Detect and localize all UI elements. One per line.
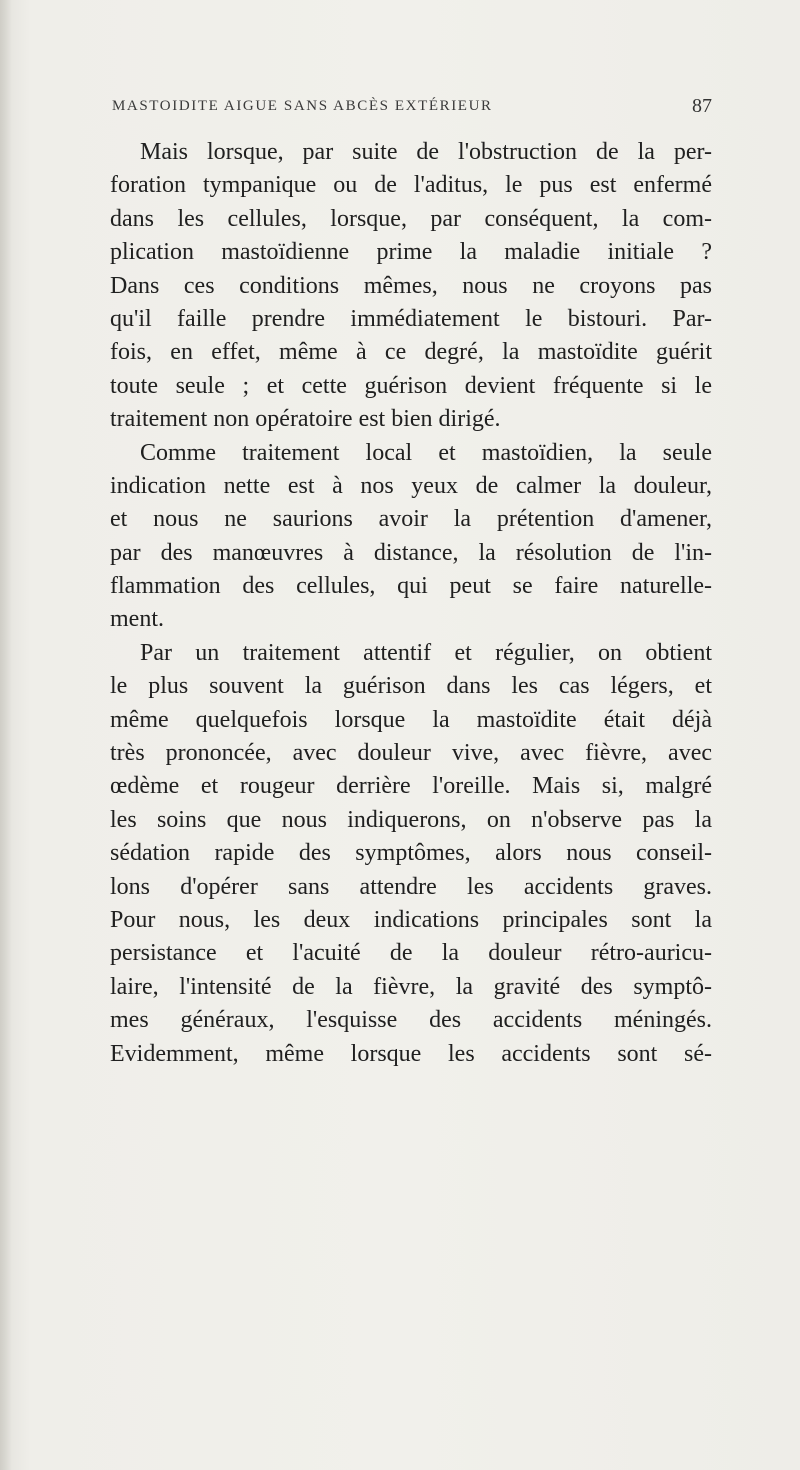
text-line: par des manœuvres à distance, la résolution de l'in- bbox=[110, 539, 712, 566]
page-number: 87 bbox=[692, 95, 712, 117]
text-line: Pour nous, les deux indications principales sont la bbox=[110, 906, 712, 933]
text-line: qu'il faille prendre immédiatement le bistouri. Par- bbox=[110, 305, 712, 332]
page-header bbox=[112, 95, 712, 126]
text-line: Mais lorsque, par suite de l'obstruction de la per- bbox=[140, 139, 712, 165]
text-line: Dans ces conditions mêmes, nous ne croyons pas bbox=[110, 272, 712, 299]
text-line: plication mastoïdienne prime la maladie initiale ? bbox=[110, 239, 712, 266]
text-line: Evidemment, même lorsque les accidents sont sé- bbox=[110, 1040, 712, 1067]
text-line: toute seule ; et cette guérison devient fréquente si le bbox=[110, 372, 712, 399]
text-line: et nous ne saurions avoir la prétention d'amener, bbox=[110, 506, 712, 533]
text-line: lons d'opérer sans attendre les accidents graves. bbox=[110, 873, 712, 900]
text-line: indication nette est à nos yeux de calmer la douleur, bbox=[110, 472, 712, 499]
text-line: sédation rapide des symptômes, alors nous conseil- bbox=[110, 840, 712, 867]
text-line: fois, en effet, même à ce degré, la mastoïdite guérit bbox=[110, 339, 712, 366]
text-line: Par un traitement attentif et régulier, on obtient bbox=[140, 639, 712, 666]
text-line: laire, l'intensité de la fièvre, la gravité des symptô- bbox=[110, 973, 712, 1000]
text-line: le plus souvent la guérison dans les cas légers, et bbox=[110, 673, 712, 700]
text-line: persistance et l'acuité de la douleur rétro-auricu- bbox=[110, 940, 712, 967]
text-line: traitement non opératoire est bien dirigé. bbox=[110, 406, 501, 433]
text-line: flammation des cellules, qui peut se faire naturelle- bbox=[110, 573, 712, 600]
page-gutter-shadow bbox=[0, 0, 12, 1470]
text-line: très prononcée, avec douleur vive, avec fièvre, avec bbox=[110, 740, 712, 767]
text-line: Comme traitement local et mastoïdien, la seule bbox=[140, 439, 712, 466]
text-line: ment. bbox=[110, 606, 164, 633]
text-line: même quelquefois lorsque la mastoïdite était déjà bbox=[110, 706, 712, 733]
text-line: les soins que nous indiquerons, on n'observe pas la bbox=[110, 806, 712, 833]
running-title: MASTOIDITE AIGUE SANS ABCÈS EXTÉRIEUR bbox=[112, 98, 493, 114]
text-line: foration tympanique ou de l'aditus, le pus est enfermé bbox=[110, 172, 712, 199]
body-text bbox=[110, 136, 712, 1071]
text-line: mes généraux, l'esquisse des accidents méningés. bbox=[110, 1007, 712, 1034]
text-line: œdème et rougeur derrière l'oreille. Mais si, malgré bbox=[110, 773, 712, 800]
text-line: dans les cellules, lorsque, par conséquent, la com- bbox=[110, 205, 712, 232]
